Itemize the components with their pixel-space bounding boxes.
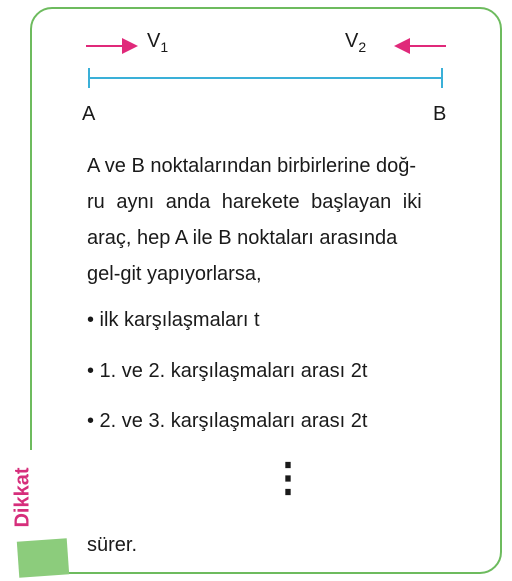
bullet-item: • 2. ve 3. karşılaşmaları arası 2t — [87, 410, 368, 432]
paragraph-line: A ve B noktalarından birbirlerine doğ- — [87, 155, 417, 177]
velocity-v2-label: $V_2$ — [345, 30, 367, 55]
tab-accent — [17, 538, 69, 577]
bullet-item: • ilk karşılaşmaları t — [87, 309, 260, 331]
paragraph-line: ru aynı anda harekete başlayan iki — [87, 191, 422, 213]
velocity-v1-label: $V_1$ — [147, 30, 169, 55]
point-b-label: B — [433, 103, 447, 125]
paragraph-line: gel-git yapıyorlarsa, — [87, 263, 262, 285]
paragraph-line: araç, hep A ile B noktaları arasında — [87, 227, 398, 249]
point-a-label: A — [82, 103, 96, 125]
closing-text: sürer. — [87, 534, 138, 556]
explanation-paragraph — [87, 148, 467, 292]
continuation-dots: ⋮ — [268, 456, 308, 500]
bullet-item: • 1. ve 2. karşılaşmaları arası 2t — [87, 360, 368, 382]
motion-diagram — [0, 0, 512, 120]
dikkat-label: Dikkat — [11, 467, 34, 528]
